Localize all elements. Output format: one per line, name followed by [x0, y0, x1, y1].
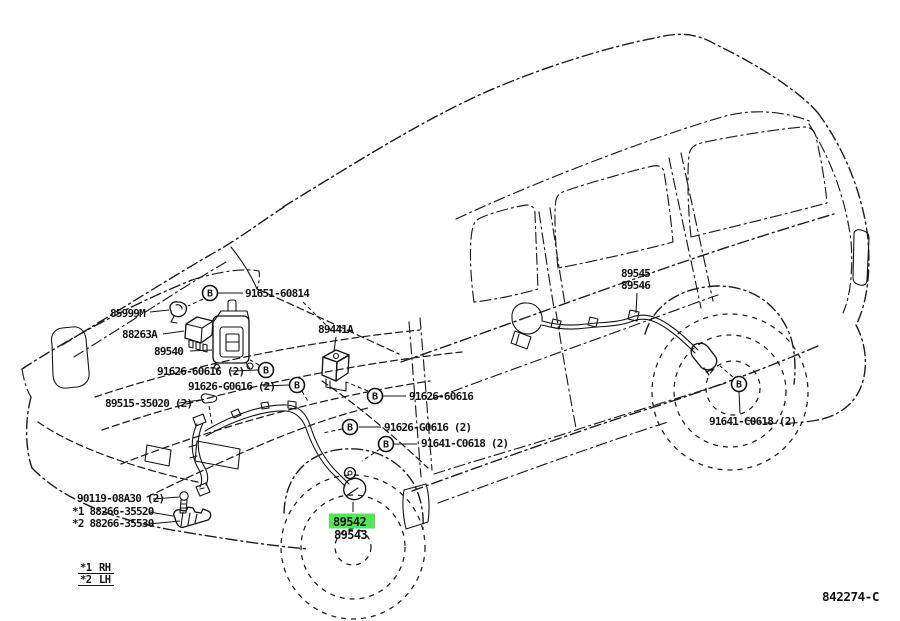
label-88266-35520-rh[interactable]: *1 88266-35520 [72, 505, 154, 518]
bumper-crease [38, 422, 202, 483]
front-speed-sensor-part [344, 468, 366, 500]
label-91626-60616-left[interactable]: 91626-60616 (2) [157, 365, 245, 378]
label-89441a[interactable]: 89441A [318, 323, 353, 336]
label-91651-60814[interactable]: 91651-60814 [245, 287, 310, 300]
label-89542-highlighted[interactable]: 89542 [333, 515, 367, 529]
rear-bumper [818, 325, 865, 420]
bolt-callout-letter: B [262, 365, 270, 377]
drip-rail-line [456, 112, 812, 219]
b-pillar-1 [539, 212, 554, 308]
label-88263a[interactable]: 88263A [122, 328, 157, 341]
label-91626-g0616-left[interactable]: 91626-G0616 (2) [188, 380, 276, 393]
label-89515-35020[interactable]: 89515-35020 (2) [105, 397, 193, 410]
windshield-corner [231, 247, 257, 289]
vehicle-outline [22, 34, 869, 619]
bolt-callout-letter: B [293, 380, 301, 392]
mud-flap [403, 484, 429, 529]
label-88266-35530-lh[interactable]: *2 88266-35530 [72, 517, 154, 530]
legend-row-1: *1 RH [80, 562, 111, 574]
tail-light [853, 230, 869, 286]
roof-line [283, 34, 818, 207]
rocker-lower-line [438, 422, 668, 503]
door-bottom-line [434, 383, 726, 474]
c-pillar-2 [681, 153, 713, 301]
diagram-number: 842274-C [822, 589, 880, 604]
grille-line-4 [147, 408, 368, 497]
window-rear-door [555, 166, 673, 268]
label-91626-g0616-right[interactable]: 91626-G0616 (2) [384, 421, 472, 434]
bolt-callout-letter: B [346, 422, 354, 434]
bolt-callout-letter: B [735, 379, 743, 391]
rear-wheel-arch [645, 286, 795, 384]
bolt-callouts [203, 286, 747, 452]
legend-row-2: *2 LH [80, 574, 111, 586]
bolt-callout-letter: B [206, 288, 214, 300]
clip-85999m-part [170, 302, 187, 323]
label-91641-c0618-front[interactable]: 91641-C0618 (2) [421, 437, 509, 450]
bracket-88266-part [174, 507, 211, 527]
sensor-89441a-part [322, 350, 349, 391]
belt-line [401, 214, 834, 362]
label-85999m[interactable]: 85999M [110, 307, 145, 320]
legend [78, 562, 114, 586]
front-corner-edge [22, 369, 31, 397]
rear-edge-inner [809, 124, 852, 313]
label-91626-60616-right[interactable]: 91626-60616 [409, 390, 474, 403]
label-91641-c0618-rear[interactable]: 91641-C0618 (2) [709, 415, 797, 428]
bolt-callout-c0618-rear[interactable] [732, 377, 747, 392]
rear-harness-part [511, 303, 717, 375]
window-quarter [688, 127, 827, 237]
bolt-callout-g0616-right[interactable] [343, 420, 358, 435]
bolt-callout-letter: B [382, 439, 390, 451]
label-89540[interactable]: 89540 [154, 345, 184, 358]
label-89545[interactable]: 89545 [621, 267, 651, 280]
label-90119-08a30[interactable]: 90119-08A30 (2) [77, 492, 165, 505]
b-pillar-2 [550, 208, 565, 304]
grille-line-2 [102, 352, 462, 430]
headlight [51, 327, 89, 388]
bolt-callout-letter: B [371, 391, 379, 403]
fog-lamp [145, 445, 171, 466]
label-89546[interactable]: 89546 [621, 279, 651, 292]
bolt-callout-91651[interactable] [203, 286, 218, 301]
bolt-callout-ecu-screw[interactable] [259, 363, 274, 378]
c-pillar-1 [669, 158, 701, 308]
bolt-callout-60616-right[interactable] [368, 389, 383, 404]
bolt-callout-g0616-left[interactable] [290, 378, 305, 393]
license-plate [195, 441, 240, 469]
rear-tire [652, 314, 808, 470]
rear-edge-outer [818, 113, 869, 325]
relay-part [185, 317, 213, 352]
window-front-door [470, 205, 538, 302]
bumper-left-edge [27, 397, 32, 468]
bolt-callout-c0618-front[interactable] [379, 437, 394, 452]
a-pillar-inner [74, 262, 226, 357]
label-89543[interactable]: 89543 [334, 528, 368, 542]
